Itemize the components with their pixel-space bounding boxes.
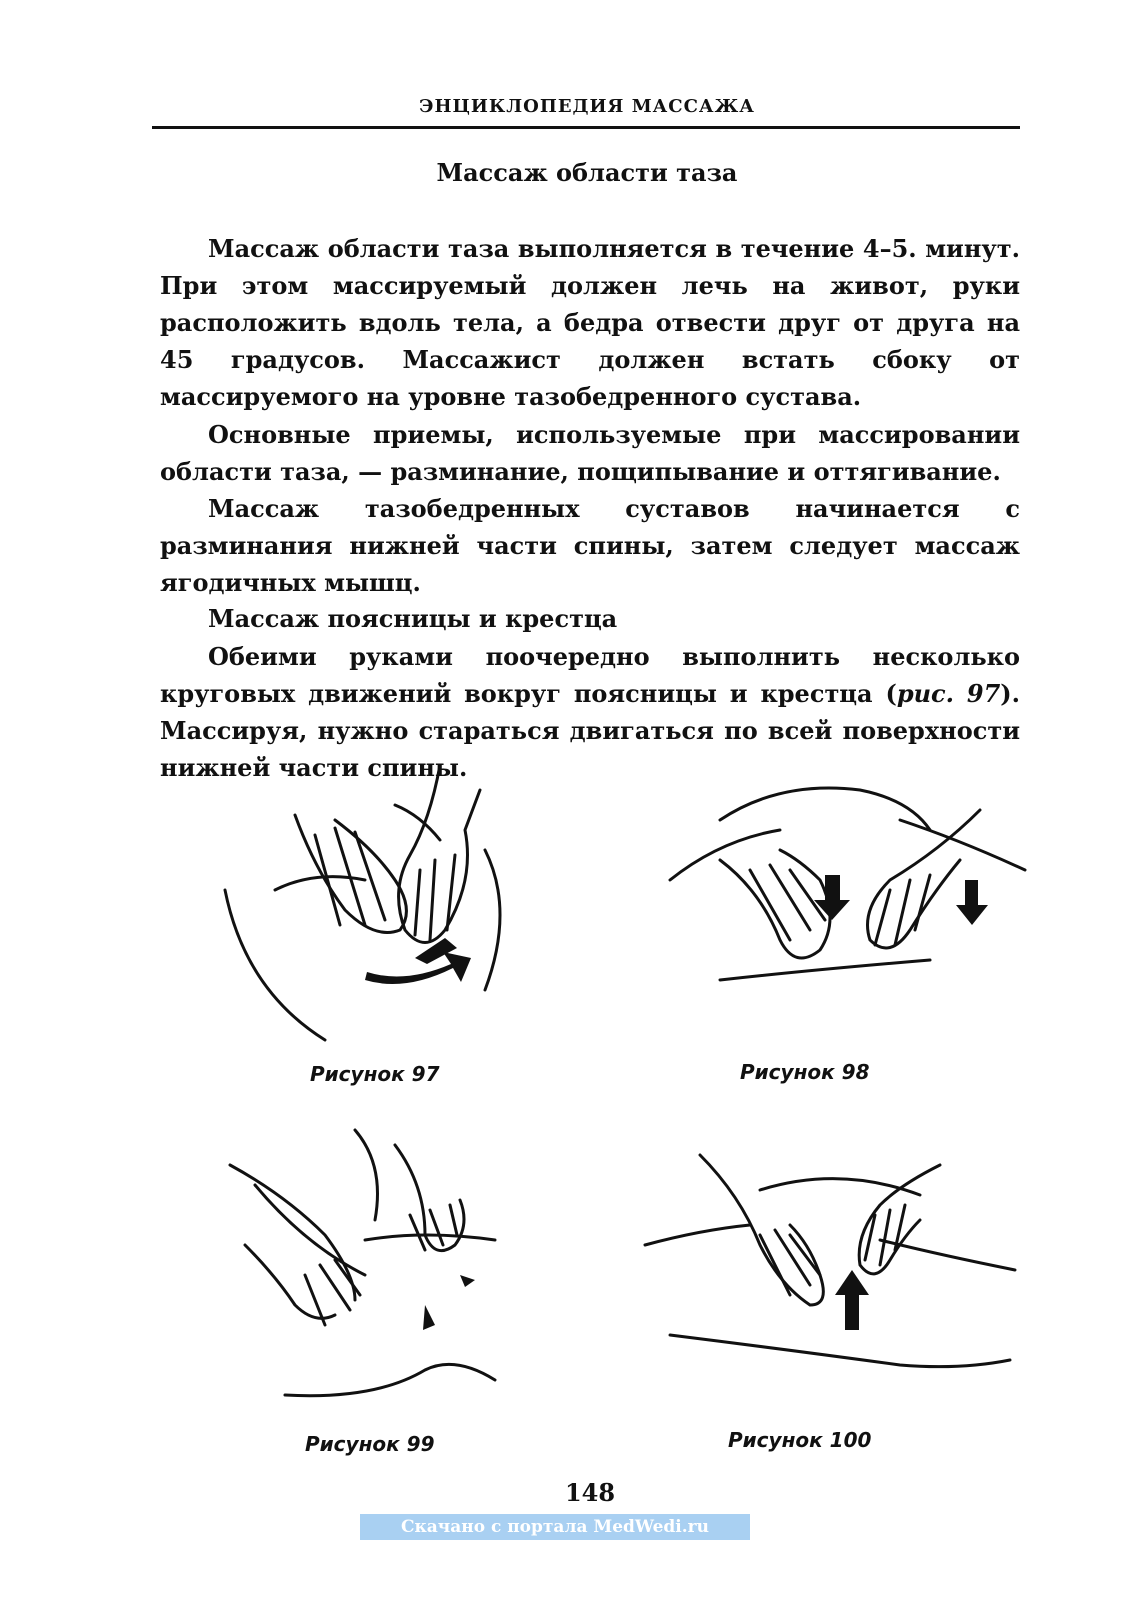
- paragraph-4-before: Обеими руками поочередно выполнить несколько круговых движений вокруг поясницы и крестца (: [160, 642, 1020, 708]
- figure-99: [225, 1125, 525, 1415]
- paragraph-1-text: Массаж области таза выполняется в течение 4–5. минут. При этом массируемый должен лечь на живот, руки расположить вдоль тела, а бедра отвести друг от друга на 45 градусов. Массажист должен встать сбоку от массируемого на уровне тазобедренного сустава.: [160, 234, 1020, 411]
- figure-99-caption: Рисунок 99: [305, 1432, 435, 1456]
- hands-pinching-illustration: [225, 1125, 525, 1415]
- figure-100-caption: Рисунок 100: [728, 1428, 872, 1452]
- figure-98: [660, 780, 1030, 1020]
- paragraph-2-text: Основные приемы, используемые при массировании области таза, — разминание, пощипывание и оттягивание.: [160, 420, 1020, 486]
- paragraph-3: [160, 490, 1020, 601]
- figure-97: [215, 760, 525, 1050]
- paragraph-1: [160, 230, 1020, 415]
- figure-98-caption: Рисунок 98: [740, 1060, 870, 1084]
- hands-circular-motion-illustration: [215, 760, 525, 1050]
- section-title: Массаж области таза: [436, 158, 738, 187]
- figure-reference: рис. 97: [896, 679, 1001, 708]
- paragraph-2: [160, 416, 1020, 490]
- paragraph-3-text: Массаж тазобедренных суставов начинается с разминания нижней части спины, затем следует массаж ягодичных мышц.: [160, 494, 1020, 597]
- hands-downward-kneading-illustration: [660, 780, 1030, 1020]
- paragraph-4-after: ). Массируя, нужно стараться двигаться по всей поверхности нижней части спины.: [160, 679, 1020, 782]
- header-rule: [152, 126, 1020, 129]
- figure-97-caption: Рисунок 97: [310, 1062, 440, 1086]
- page-number: 148: [564, 1478, 616, 1507]
- figure-100: [640, 1135, 1020, 1385]
- hands-upward-pulling-illustration: [640, 1135, 1020, 1385]
- subsection-title: Массаж поясницы и крестца: [208, 604, 618, 633]
- running-header: ЭНЦИКЛОПЕДИЯ МАССАЖА: [419, 96, 755, 117]
- watermark-banner[interactable]: Скачано с портала MedWedi.ru: [360, 1514, 750, 1540]
